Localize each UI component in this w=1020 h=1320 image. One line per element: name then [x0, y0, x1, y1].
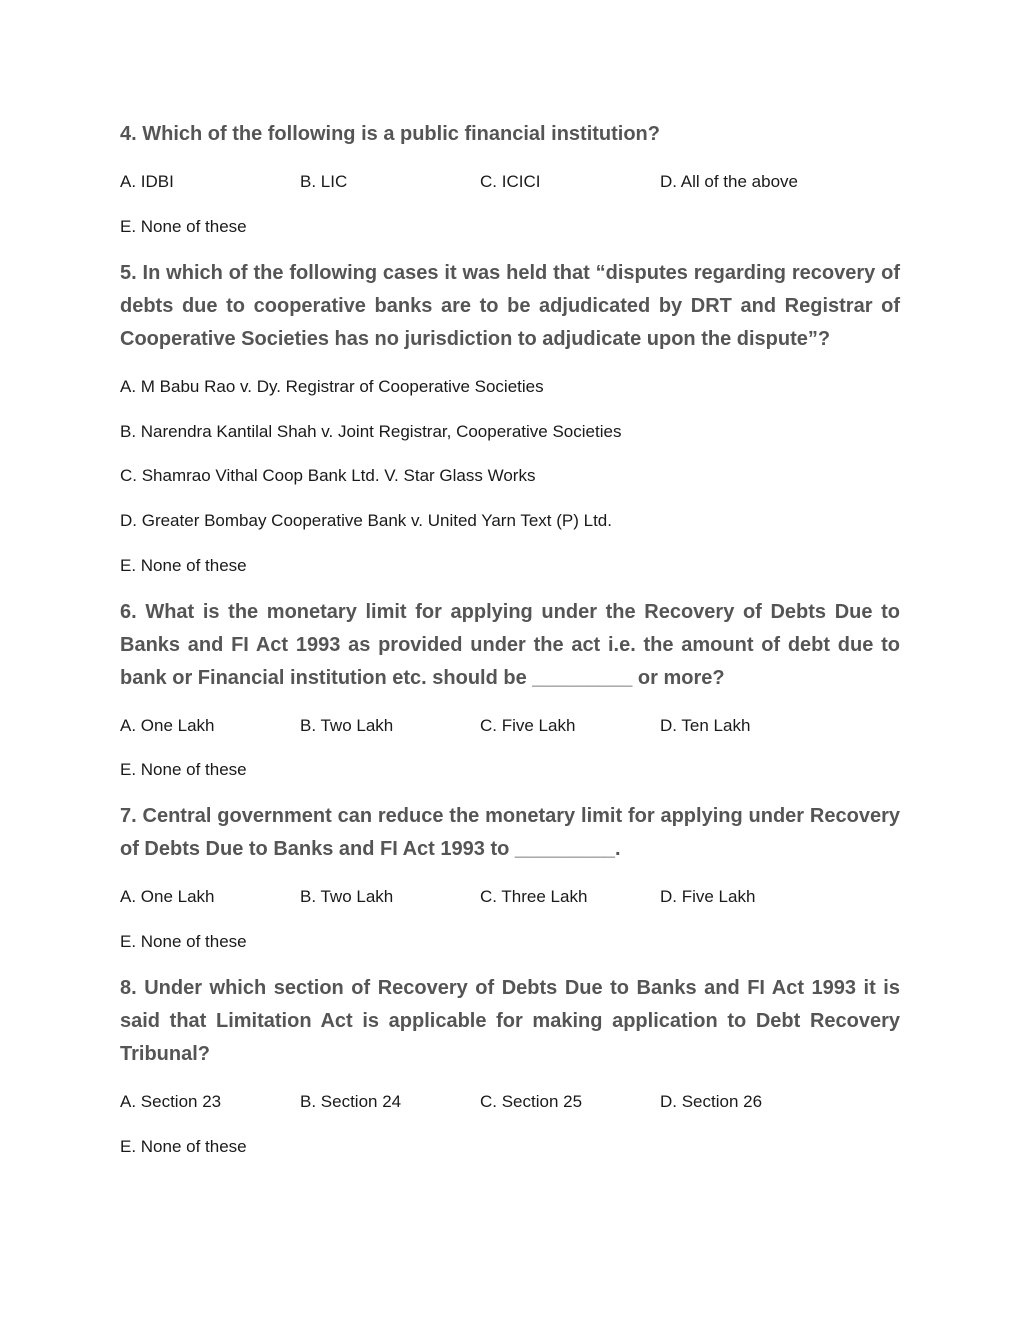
question-6-options	[120, 714, 900, 738]
question-4: 4. Which of the following is a public financial institution?	[120, 123, 660, 145]
option-a: A. IDBI	[120, 172, 174, 191]
option-a: A. One Lakh	[120, 887, 215, 906]
option-a: A. One Lakh	[120, 716, 215, 735]
option-c: C. Section 25	[480, 1092, 583, 1111]
option-a: A. M Babu Rao v. Dy. Registrar of Cooperative Societies	[120, 377, 544, 396]
question-7-options	[120, 885, 900, 909]
option-e: E. None of these	[120, 760, 247, 779]
option-e: E. None of these	[120, 556, 247, 575]
option-b: B. Narendra Kantilal Shah v. Joint Registrar, Cooperative Societies	[120, 422, 622, 441]
question-8: 8. Under which section of Recovery of Debts Due to Banks and FI Act 1993 it is said that Limitation Act is applicable for making application to Debt Recovery Tribunal?	[120, 977, 900, 1065]
option-b: B. Section 24	[300, 1092, 402, 1111]
question-4-options	[120, 170, 900, 194]
option-d: D. Ten Lakh	[660, 716, 751, 735]
option-c: C. ICICI	[480, 172, 541, 191]
question-8-options	[120, 1090, 900, 1114]
option-e: E. None of these	[120, 932, 247, 951]
option-a: A. Section 23	[120, 1092, 222, 1111]
option-b: B. Two Lakh	[300, 716, 394, 735]
option-d: D. Five Lakh	[660, 887, 756, 906]
option-b: B. LIC	[300, 172, 348, 191]
option-d: D. Greater Bombay Cooperative Bank v. United Yarn Text (P) Ltd.	[120, 511, 612, 530]
option-e: E. None of these	[120, 217, 247, 236]
option-c: C. Shamrao Vithal Coop Bank Ltd. V. Star Glass Works	[120, 466, 536, 485]
question-5: 5. In which of the following cases it was held that “disputes regarding recovery of debts due to cooperative banks are to be adjudicated by DRT and Registrar of Cooperative Societies has no jurisdiction to adjudicate upon the dispute”?	[120, 262, 900, 350]
option-d: D. All of the above	[660, 172, 798, 191]
option-c: C. Three Lakh	[480, 887, 588, 906]
question-6: 6. What is the monetary limit for applying under the Recovery of Debts Due to Banks and FI Act 1993 as provided under the act i.e. the amount of debt due to bank or Financial institution etc. should be _________ or more?	[120, 601, 900, 689]
option-c: C. Five Lakh	[480, 716, 576, 735]
option-d: D. Section 26	[660, 1092, 763, 1111]
option-e: E. None of these	[120, 1137, 247, 1156]
question-7: 7. Central government can reduce the monetary limit for applying under Recovery of Debts Due to Banks and FI Act 1993 to _________.	[120, 805, 900, 860]
option-b: B. Two Lakh	[300, 887, 394, 906]
